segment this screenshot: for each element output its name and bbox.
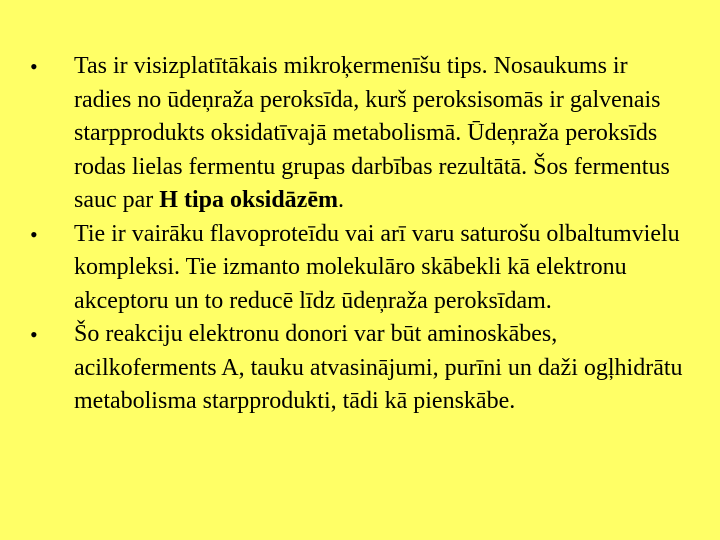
bullet-list [30, 50, 690, 419]
bullet-text [74, 53, 670, 213]
bullet-text-main: Tas ir visizplatītākais mikroķermenīšu tips. Nosaukums ir radies no ūdeņraža peroksīda, kurš peroksisomās ir galvenais starpprodukts oksidatīvajā metabolismā. Ūdeņraža peroksīds rodas lielas fermentu grupas darbības rezultātā. Šos fermentus sauc par [74, 53, 670, 213]
bullet-dot-icon: • [30, 54, 38, 79]
bullet-text: Šo reakciju elektronu donori var būt aminoskābes, acilkoferments A, tauku atvasinājumi, purīni un daži ogļhidrātu metabolisma starpprodukti, tādi kā pienskābe. [74, 321, 683, 414]
bullet-text: Tie ir vairāku flavoproteīdu vai arī varu saturošu olbaltumvielu kompleksi. Tie izmanto molekulāro skābekli kā elektronu akceptoru un to reducē līdz ūdeņraža peroksīdam. [74, 220, 680, 314]
bullet-dot-icon: • [30, 322, 38, 347]
bullet-text-end: . [337, 187, 344, 213]
bold-term: H tipa oksidāzēm [159, 187, 338, 213]
bullet-dot-icon: • [30, 221, 38, 247]
bullet-item-electron-donors [30, 318, 690, 419]
bullet-item-complexes [30, 218, 690, 319]
bullet-item-peroxisome-type [30, 50, 690, 218]
